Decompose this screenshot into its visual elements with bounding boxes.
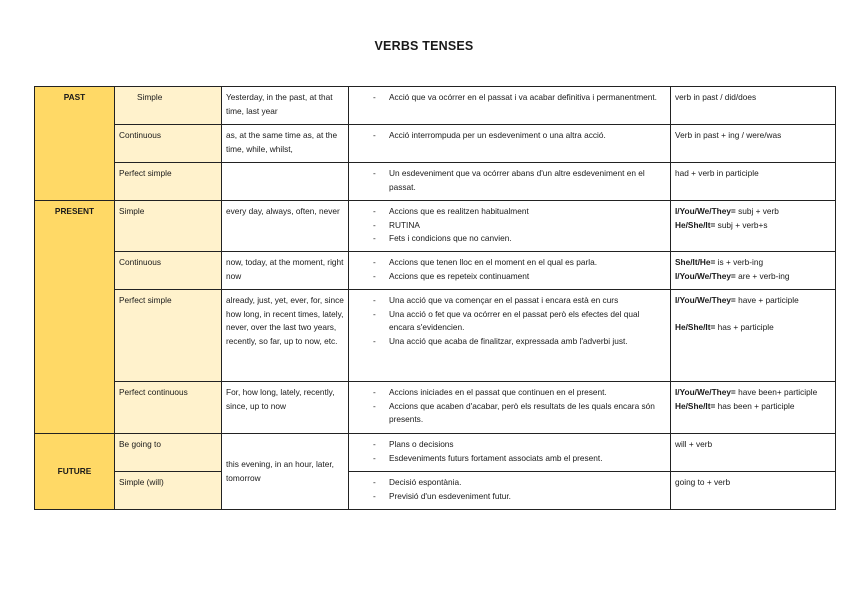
table-row (35, 290, 836, 382)
time-expressions-cell: already, just, yet, ever, for, since how long, in recent times, lately, never, over the last two years, recently, so far, up to now, etc. (222, 290, 349, 382)
form-text: has been + participle (715, 400, 795, 411)
list-item: - Una acció o fet que va ocórrer en el passat però els efectes del qual encara s'evidencien. (353, 308, 666, 335)
table-row (35, 201, 836, 252)
form-cell: Verb in past + ing / were/was (671, 125, 836, 163)
list-item: - RUTINA (353, 219, 666, 233)
time-expressions-cell (222, 163, 349, 201)
form-cell (671, 290, 836, 382)
list-item: - Accions que es repeteix continuament (353, 270, 666, 284)
tense-label-present: PRESENT (35, 201, 115, 434)
list-item: - Acció interrompuda per un esdeveniment o una altra acció. (353, 129, 666, 143)
form-text: subj + verb (735, 206, 779, 216)
uses-cell (349, 434, 671, 472)
form-cell (671, 252, 836, 290)
uses-cell (349, 252, 671, 290)
time-expressions-cell: now, today, at the moment, right now (222, 252, 349, 290)
form-text: is + verb-ing (715, 257, 764, 267)
uses-cell (349, 125, 671, 163)
subject-label: She/It/He= (675, 257, 716, 267)
time-expressions-cell: as, at the same time as, at the time, while, whilst, (222, 125, 349, 163)
subject-label: I/You/We/They= (675, 206, 736, 216)
subject-label: I/You/We/They= (675, 295, 736, 305)
aspect-cell: Be going to (115, 434, 222, 472)
list-item: - Accions que tenen lloc en el moment en el qual es parla. (353, 256, 666, 270)
uses-cell (349, 87, 671, 125)
time-expressions-cell: every day, always, often, never (222, 201, 349, 252)
uses-cell (349, 163, 671, 201)
subject-label: He/She/It= (675, 219, 716, 230)
list-item: - Plans o decisions (353, 438, 666, 452)
aspect-cell: Simple (will) (115, 472, 222, 510)
form-text: subj + verb+s (715, 219, 768, 230)
table-row (35, 163, 836, 201)
form-text: are + verb-ing (735, 270, 790, 281)
tense-label-future: FUTURE (35, 434, 115, 510)
list-item: - Fets i condicions que no canvien. (353, 232, 666, 246)
aspect-cell: Perfect continuous (115, 382, 222, 434)
uses-cell (349, 472, 671, 510)
time-expressions-cell: Yesterday, in the past, at that time, last year (222, 87, 349, 125)
time-expressions-cell: this evening, in an hour, later, tomorrow (222, 434, 349, 510)
form-text: have + participle (735, 295, 799, 305)
form-cell: verb in past / did/does (671, 87, 836, 125)
verb-tenses-table (34, 86, 836, 510)
aspect-cell: Continuous (115, 252, 222, 290)
aspect-cell: Simple (115, 87, 222, 125)
form-cell (671, 382, 836, 434)
uses-cell (349, 201, 671, 252)
subject-label: He/She/It= (675, 400, 716, 411)
list-item: - Accions que es realitzen habitualment (353, 205, 666, 219)
uses-cell (349, 290, 671, 382)
form-text: have been+ participle (735, 387, 818, 397)
aspect-cell: Perfect simple (115, 290, 222, 382)
table-row (35, 382, 836, 434)
table-row (35, 252, 836, 290)
uses-cell (349, 382, 671, 434)
aspect-cell: Perfect simple (115, 163, 222, 201)
aspect-cell: Simple (115, 201, 222, 252)
table-row (35, 87, 836, 125)
table-row (35, 472, 836, 510)
form-cell: going to + verb (671, 472, 836, 510)
table-row (35, 434, 836, 472)
table-row (35, 125, 836, 163)
form-cell: had + verb in participle (671, 163, 836, 201)
time-expressions-cell: For, how long, lately, recently, since, up to now (222, 382, 349, 434)
list-item: - Esdeveniments futurs fortament associats amb el present. (353, 452, 666, 466)
list-item: - Una acció que acaba de finalitzar, expressada amb l'adverbi just. (353, 335, 666, 349)
list-item: - Accions iniciades en el passat que continuen en el present. (353, 386, 666, 400)
form-cell: will + verb (671, 434, 836, 472)
aspect-cell: Continuous (115, 125, 222, 163)
list-item: - Accions que acaben d'acabar, però els resultats de les quals encara són presents. (353, 400, 666, 427)
subject-label: He/She/It= (675, 322, 716, 333)
list-item: - Una acció que va començar en el passat i encara està en curs (353, 294, 666, 308)
tense-label-past: PAST (35, 87, 115, 201)
list-item: - Decisió espontània. (353, 476, 666, 490)
page-title: VERBS TENSES (374, 39, 474, 53)
form-text: has + participle (715, 322, 774, 333)
subject-label: I/You/We/They= (675, 387, 736, 397)
subject-label: I/You/We/They= (675, 270, 736, 281)
list-item: - Un esdeveniment que va ocórrer abans d'un altre esdeveniment en el passat. (353, 167, 666, 194)
list-item: - Previsió d'un esdeveniment futur. (353, 490, 666, 504)
list-item: - Acció que va ocórrer en el passat i va acabar definitiva i permanentment. (353, 91, 666, 105)
form-cell (671, 201, 836, 252)
